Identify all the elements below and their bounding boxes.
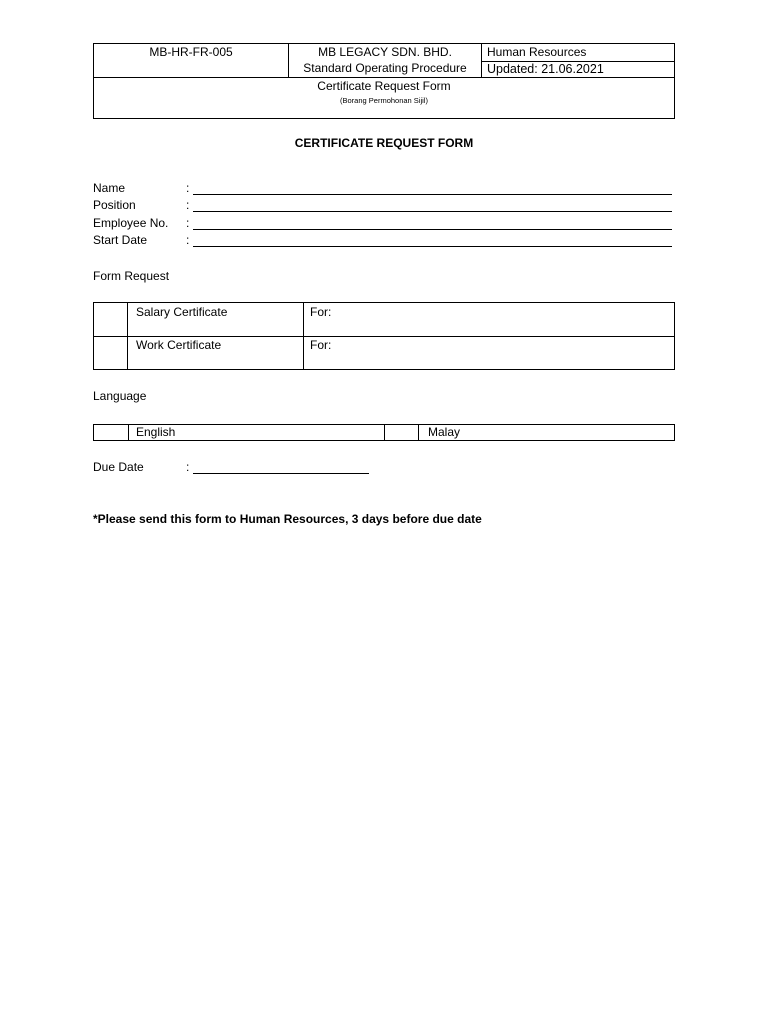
employee-no-label: Employee No. — [93, 216, 169, 230]
form-request-table — [93, 302, 675, 370]
language-heading: Language — [93, 389, 147, 403]
salary-for-field[interactable] — [334, 303, 672, 336]
employee-no-colon: : — [186, 216, 190, 230]
doc-code: MB-HR-FR-005 — [149, 45, 233, 59]
updated-date: Updated: 21.06.2021 — [487, 62, 604, 76]
employee-no-field[interactable] — [193, 229, 672, 230]
company-name: MB LEGACY SDN. BHD. — [318, 45, 452, 59]
start-date-field[interactable] — [193, 246, 672, 247]
submission-note: *Please send this form to Human Resources, 3 days before due date — [93, 512, 482, 526]
sop-label: Standard Operating Procedure — [303, 61, 467, 75]
due-date-field[interactable] — [193, 473, 369, 474]
name-label: Name — [93, 181, 126, 195]
form-subtitle: (Borang Permohonan Sijil) — [340, 96, 428, 105]
salary-for-label: For: — [310, 305, 332, 319]
language-table — [93, 424, 675, 441]
work-for-label: For: — [310, 338, 332, 352]
salary-certificate-label: Salary Certificate — [136, 305, 228, 319]
form-request-heading: Form Request — [93, 269, 170, 283]
english-checkbox[interactable] — [94, 425, 128, 440]
page-title: CERTIFICATE REQUEST FORM — [294, 136, 474, 150]
work-certificate-label: Work Certificate — [136, 338, 222, 352]
english-label: English — [136, 425, 176, 439]
position-label: Position — [93, 198, 136, 212]
salary-certificate-checkbox[interactable] — [94, 303, 127, 336]
start-date-label: Start Date — [93, 233, 148, 247]
position-field[interactable] — [193, 211, 672, 212]
document-header — [93, 43, 675, 119]
start-date-colon: : — [186, 233, 190, 247]
due-date-label: Due Date — [93, 460, 144, 474]
work-for-field[interactable] — [334, 337, 672, 369]
name-field[interactable] — [193, 194, 672, 195]
work-certificate-checkbox[interactable] — [94, 337, 127, 369]
position-colon: : — [186, 198, 190, 212]
malay-checkbox[interactable] — [385, 425, 418, 440]
due-date-colon: : — [186, 460, 190, 474]
form-title: Certificate Request Form — [317, 79, 451, 93]
name-colon: : — [186, 181, 190, 195]
malay-label: Malay — [428, 425, 461, 439]
department-label: Human Resources — [487, 45, 587, 59]
